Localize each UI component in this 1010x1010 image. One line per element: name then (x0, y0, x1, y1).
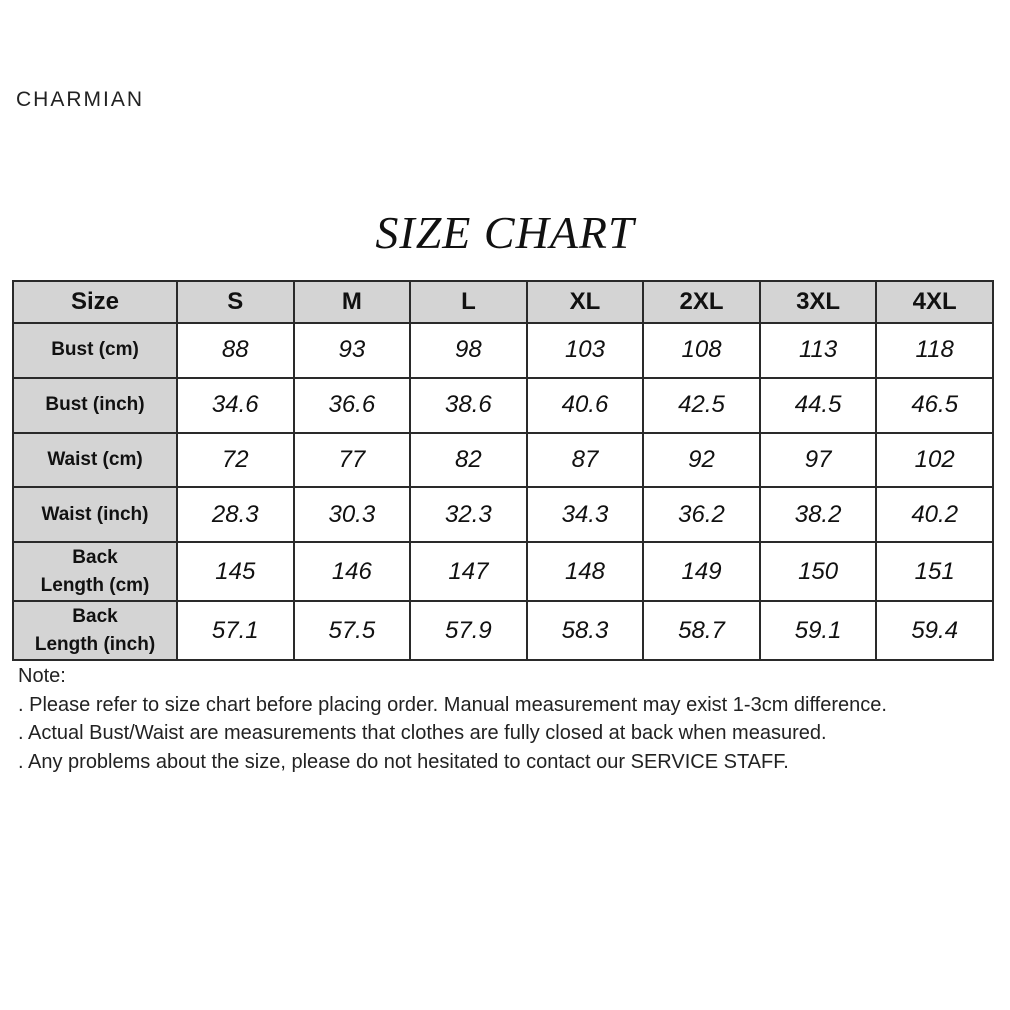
size-col-header: S (177, 281, 294, 323)
notes-heading: Note: (18, 665, 66, 687)
size-col-header: 3XL (760, 281, 877, 323)
table-row (13, 601, 993, 660)
table-cell: 113 (760, 323, 877, 378)
row-label: Bust (cm) (13, 323, 177, 378)
table-cell: 34.6 (177, 378, 294, 433)
size-col-header: 4XL (876, 281, 993, 323)
table-cell: 44.5 (760, 378, 877, 433)
row-label: Waist (inch) (13, 487, 177, 542)
size-col-header: M (294, 281, 411, 323)
table-row (13, 433, 993, 488)
table-cell: 102 (876, 433, 993, 488)
page-title: SIZE CHART (375, 207, 635, 258)
table-cell: 59.1 (760, 601, 877, 660)
table-cell: 72 (177, 433, 294, 488)
table-cell: 57.5 (294, 601, 411, 660)
note-item: . Please refer to size chart before placing order. Manual measurement may exist 1-3cm difference. (18, 693, 887, 716)
table-cell: 88 (177, 323, 294, 378)
table-cell: 32.3 (410, 487, 527, 542)
table-cell: 148 (527, 542, 644, 601)
table-cell: 151 (876, 542, 993, 601)
table-cell: 103 (527, 323, 644, 378)
table-cell: 93 (294, 323, 411, 378)
table-cell: 57.1 (177, 601, 294, 660)
table-cell: 92 (643, 433, 760, 488)
brand-logo: CHARMIAN (16, 88, 145, 111)
row-label (13, 542, 177, 601)
table-cell: 38.2 (760, 487, 877, 542)
note-item: . Any problems about the size, please do not hesitated to contact our SERVICE STAFF. (18, 750, 789, 773)
table-cell: 36.2 (643, 487, 760, 542)
size-header-label: Size (13, 281, 177, 323)
table-cell: 87 (527, 433, 644, 488)
row-label (13, 601, 177, 660)
table-cell: 58.3 (527, 601, 644, 660)
size-chart-table (12, 280, 994, 661)
row-label-line: Back (72, 605, 118, 627)
table-cell: 146 (294, 542, 411, 601)
size-header-row (13, 281, 993, 323)
row-label: Waist (cm) (13, 433, 177, 488)
notes-section (18, 662, 993, 776)
size-col-header: 2XL (643, 281, 760, 323)
table-row (13, 542, 993, 601)
size-col-header: XL (527, 281, 644, 323)
table-cell: 149 (643, 542, 760, 601)
table-cell: 58.7 (643, 601, 760, 660)
row-label: Bust (inch) (13, 378, 177, 433)
table-cell: 118 (876, 323, 993, 378)
table-cell: 57.9 (410, 601, 527, 660)
table-cell: 38.6 (410, 378, 527, 433)
note-item: . Actual Bust/Waist are measurements that clothes are fully closed at back when measured. (18, 722, 827, 744)
table-cell: 98 (410, 323, 527, 378)
table-cell: 36.6 (294, 378, 411, 433)
table-cell: 40.2 (876, 487, 993, 542)
row-label-line: Length (cm) (40, 574, 150, 596)
table-cell: 145 (177, 542, 294, 601)
row-label-line: Length (inch) (34, 633, 156, 655)
table-cell: 46.5 (876, 378, 993, 433)
table-cell: 59.4 (876, 601, 993, 660)
table-cell: 77 (294, 433, 411, 488)
table-cell: 150 (760, 542, 877, 601)
table-cell: 82 (410, 433, 527, 488)
table-row (13, 378, 993, 433)
table-cell: 147 (410, 542, 527, 601)
table-cell: 34.3 (527, 487, 644, 542)
table-row (13, 323, 993, 378)
table-cell: 108 (643, 323, 760, 378)
table-row (13, 487, 993, 542)
table-cell: 28.3 (177, 487, 294, 542)
table-cell: 42.5 (643, 378, 760, 433)
size-col-header: L (410, 281, 527, 323)
table-cell: 40.6 (527, 378, 644, 433)
table-cell: 30.3 (294, 487, 411, 542)
row-label-line: Back (72, 546, 118, 568)
table-cell: 97 (760, 433, 877, 488)
